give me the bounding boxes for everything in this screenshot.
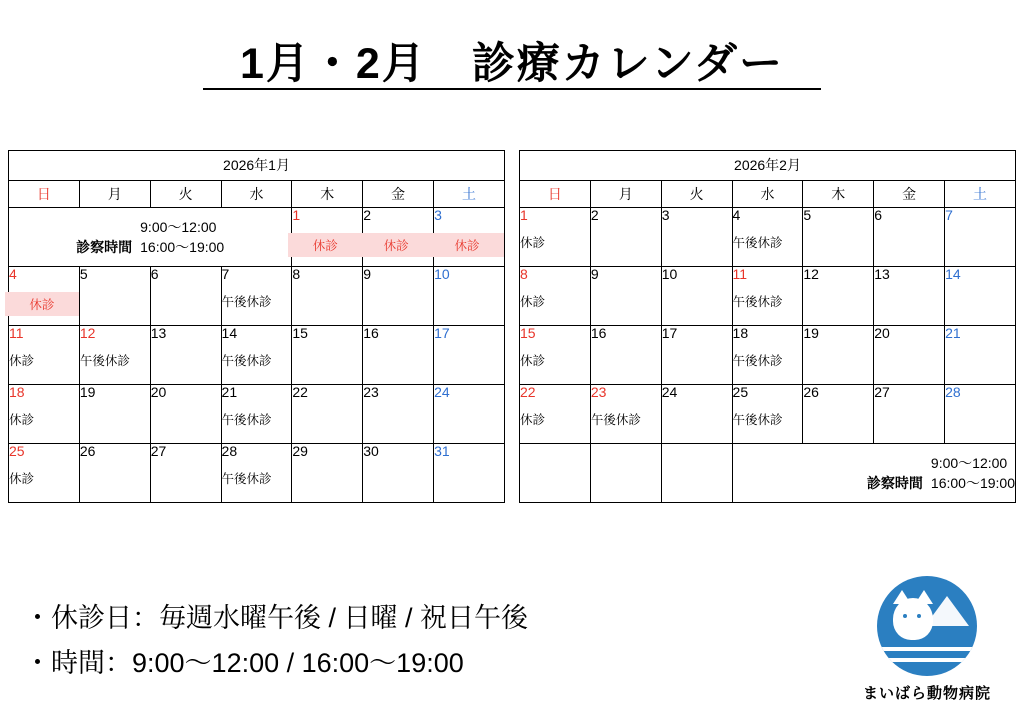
hours-block-january bbox=[9, 208, 292, 267]
day-cell bbox=[732, 267, 803, 326]
dow-sat: 土 bbox=[945, 181, 1016, 208]
week-row bbox=[520, 326, 1016, 385]
week-row bbox=[520, 444, 1016, 503]
day-number: 9 bbox=[590, 266, 599, 282]
day-cell bbox=[79, 326, 150, 385]
footer-notes bbox=[24, 596, 528, 686]
day-cell bbox=[221, 326, 292, 385]
day-cell bbox=[221, 385, 292, 444]
day-cell bbox=[874, 267, 945, 326]
day-cell bbox=[874, 208, 945, 267]
day-cell bbox=[732, 326, 803, 385]
day-cell bbox=[150, 326, 221, 385]
day-note: 休診 bbox=[520, 354, 546, 368]
month-heading-row bbox=[9, 151, 505, 181]
day-number: 1 bbox=[520, 207, 528, 223]
day-cell bbox=[434, 444, 505, 503]
day-number: 2 bbox=[590, 207, 599, 223]
clinic-logo bbox=[862, 576, 992, 703]
day-cell bbox=[363, 385, 434, 444]
cat-face-icon bbox=[893, 598, 933, 640]
day-cell bbox=[363, 208, 434, 267]
day-number: 6 bbox=[150, 266, 159, 282]
cat-eye-left-icon bbox=[903, 614, 907, 618]
week-row bbox=[520, 267, 1016, 326]
page-title: 1月・2月 診療カレンダー bbox=[239, 40, 785, 88]
day-note: 午後休診 bbox=[732, 236, 783, 250]
dow-row-january bbox=[9, 181, 505, 208]
day-cell-empty bbox=[590, 444, 661, 503]
day-cell bbox=[9, 444, 80, 503]
day-cell bbox=[520, 267, 591, 326]
day-number: 23 bbox=[363, 384, 379, 400]
month-heading-row bbox=[520, 151, 1016, 181]
footer-closed-days: ・休診日：毎週水曜午後 / 日曜 / 祝日午後 bbox=[24, 603, 529, 633]
day-number: 19 bbox=[79, 384, 96, 400]
day-cell bbox=[150, 267, 221, 326]
day-cell bbox=[661, 385, 732, 444]
dow-sun: 日 bbox=[520, 181, 591, 208]
day-note: 午後休診 bbox=[221, 472, 272, 486]
day-cell bbox=[874, 385, 945, 444]
day-cell bbox=[520, 208, 591, 267]
day-cell bbox=[520, 385, 591, 444]
day-cell bbox=[732, 208, 803, 267]
day-number: 28 bbox=[221, 443, 238, 459]
wave-line-bottom-icon bbox=[877, 658, 977, 662]
wave-line-top-icon bbox=[877, 647, 977, 651]
day-cell bbox=[803, 267, 874, 326]
dow-wed: 水 bbox=[221, 181, 292, 208]
hours-line1: 9:00〜12:00 bbox=[930, 455, 1008, 471]
day-cell bbox=[661, 267, 732, 326]
clinic-name: まいばら動物病院 bbox=[862, 685, 991, 702]
day-number: 7 bbox=[221, 266, 230, 282]
day-note: 休診 bbox=[9, 413, 35, 427]
day-cell bbox=[79, 385, 150, 444]
day-cell bbox=[221, 267, 292, 326]
day-cell bbox=[661, 208, 732, 267]
day-number: 20 bbox=[150, 384, 167, 400]
day-number: 5 bbox=[803, 207, 812, 223]
day-number: 13 bbox=[150, 325, 167, 341]
day-number: 14 bbox=[945, 266, 961, 282]
day-number: 30 bbox=[363, 443, 379, 459]
day-number: 22 bbox=[520, 384, 536, 400]
dow-sat: 土 bbox=[434, 181, 505, 208]
day-number: 9 bbox=[363, 266, 372, 282]
day-cell bbox=[79, 267, 150, 326]
day-cell bbox=[945, 208, 1016, 267]
day-number: 11 bbox=[732, 266, 748, 282]
week-row bbox=[520, 385, 1016, 444]
day-number: 16 bbox=[363, 325, 379, 341]
day-cell bbox=[221, 444, 292, 503]
day-number: 11 bbox=[9, 325, 24, 341]
week-row bbox=[9, 326, 505, 385]
day-cell bbox=[803, 385, 874, 444]
day-number: 23 bbox=[590, 384, 607, 400]
day-cell bbox=[434, 208, 505, 267]
dow-row-february bbox=[520, 181, 1016, 208]
day-number: 17 bbox=[434, 325, 450, 341]
week-row bbox=[9, 267, 505, 326]
day-cell bbox=[945, 326, 1016, 385]
day-number: 27 bbox=[874, 384, 890, 400]
day-number: 12 bbox=[803, 266, 819, 282]
day-note: 午後休診 bbox=[221, 295, 272, 309]
day-cell bbox=[434, 385, 505, 444]
day-note: 休診 bbox=[430, 233, 504, 257]
day-cell bbox=[292, 267, 363, 326]
day-number: 3 bbox=[434, 207, 442, 223]
day-cell bbox=[803, 326, 874, 385]
day-cell bbox=[150, 444, 221, 503]
dow-wed: 水 bbox=[732, 181, 803, 208]
day-number: 18 bbox=[9, 384, 25, 400]
day-cell bbox=[945, 267, 1016, 326]
day-number: 22 bbox=[292, 384, 308, 400]
logo-mark-icon bbox=[877, 576, 977, 676]
day-number: 28 bbox=[945, 384, 961, 400]
day-cell bbox=[434, 267, 505, 326]
day-number: 26 bbox=[79, 443, 96, 459]
day-cell bbox=[292, 326, 363, 385]
day-note: 休診 bbox=[520, 413, 546, 427]
hours-label: 診察時間 bbox=[76, 239, 133, 255]
day-number: 8 bbox=[292, 266, 301, 282]
day-number: 17 bbox=[661, 325, 678, 341]
day-number: 12 bbox=[79, 325, 96, 341]
dow-sun: 日 bbox=[9, 181, 80, 208]
day-number: 25 bbox=[732, 384, 749, 400]
day-cell bbox=[590, 208, 661, 267]
day-cell bbox=[79, 444, 150, 503]
hours-block-february bbox=[732, 444, 1015, 503]
day-note: 休診 bbox=[9, 472, 35, 486]
day-cell bbox=[590, 326, 661, 385]
day-note: 午後休診 bbox=[732, 354, 783, 368]
day-cell-empty bbox=[661, 444, 732, 503]
day-note: 午後休診 bbox=[590, 413, 641, 427]
day-note: 午後休診 bbox=[732, 413, 783, 427]
hours-line1: 9:00〜12:00 bbox=[140, 219, 217, 235]
week-row bbox=[9, 385, 505, 444]
day-cell bbox=[292, 208, 363, 267]
day-note: 休診 bbox=[520, 236, 546, 250]
day-cell bbox=[9, 385, 80, 444]
day-note: 午後休診 bbox=[221, 354, 272, 368]
day-note: 午後休診 bbox=[221, 413, 272, 427]
footer-hours: ・時間：9:00〜12:00 / 16:00〜19:00 bbox=[24, 648, 464, 678]
day-number: 6 bbox=[874, 207, 883, 223]
day-cell bbox=[363, 444, 434, 503]
week-row bbox=[520, 208, 1016, 267]
day-cell bbox=[9, 267, 80, 326]
day-number: 21 bbox=[221, 384, 238, 400]
day-number: 1 bbox=[292, 207, 301, 223]
day-note: 休診 bbox=[520, 295, 546, 309]
day-note: 休診 bbox=[359, 233, 433, 257]
day-note: 休診 bbox=[5, 292, 79, 316]
day-cell bbox=[945, 385, 1016, 444]
day-number: 13 bbox=[874, 266, 890, 282]
dow-tue: 火 bbox=[150, 181, 221, 208]
day-number: 2 bbox=[363, 207, 372, 223]
week-row bbox=[9, 444, 505, 503]
day-note: 午後休診 bbox=[79, 354, 130, 368]
day-number: 16 bbox=[590, 325, 607, 341]
day-cell bbox=[292, 444, 363, 503]
dow-thu: 木 bbox=[803, 181, 874, 208]
day-number: 7 bbox=[945, 207, 953, 223]
day-number: 26 bbox=[803, 384, 819, 400]
hours-label: 診察時間 bbox=[866, 475, 923, 491]
day-number: 18 bbox=[732, 325, 749, 341]
day-cell bbox=[874, 326, 945, 385]
calendar-january bbox=[8, 150, 505, 503]
day-number: 5 bbox=[79, 266, 88, 282]
day-cell bbox=[363, 326, 434, 385]
cat-eye-right-icon bbox=[917, 614, 921, 618]
day-cell bbox=[363, 267, 434, 326]
day-number: 4 bbox=[9, 266, 17, 282]
day-number: 24 bbox=[434, 384, 450, 400]
dow-thu: 木 bbox=[292, 181, 363, 208]
day-number: 8 bbox=[520, 266, 528, 282]
week-row bbox=[9, 208, 505, 267]
day-cell-empty bbox=[520, 444, 591, 503]
dow-fri: 金 bbox=[363, 181, 434, 208]
day-cell bbox=[520, 326, 591, 385]
day-cell bbox=[434, 326, 505, 385]
day-number: 25 bbox=[9, 443, 25, 459]
hours-line2: 16:00〜19:00 bbox=[930, 475, 1015, 491]
day-note: 休診 bbox=[288, 233, 362, 257]
day-number: 21 bbox=[945, 325, 961, 341]
day-number: 19 bbox=[803, 325, 819, 341]
day-number: 4 bbox=[732, 207, 741, 223]
hours-line2: 16:00〜19:00 bbox=[140, 239, 225, 255]
day-number: 29 bbox=[292, 443, 308, 459]
dow-mon: 月 bbox=[590, 181, 661, 208]
day-number: 15 bbox=[292, 325, 308, 341]
day-number: 14 bbox=[221, 325, 238, 341]
day-cell bbox=[803, 208, 874, 267]
day-cell bbox=[9, 326, 80, 385]
day-number: 10 bbox=[661, 266, 678, 282]
calendar-february bbox=[519, 150, 1016, 503]
month-heading-january: 2026年1月 bbox=[9, 151, 505, 181]
day-number: 24 bbox=[661, 384, 678, 400]
dow-fri: 金 bbox=[874, 181, 945, 208]
day-number: 27 bbox=[150, 443, 167, 459]
dow-mon: 月 bbox=[79, 181, 150, 208]
day-note: 休診 bbox=[9, 354, 35, 368]
dow-tue: 火 bbox=[661, 181, 732, 208]
day-cell bbox=[590, 267, 661, 326]
day-cell bbox=[292, 385, 363, 444]
day-number: 15 bbox=[520, 325, 536, 341]
day-number: 3 bbox=[661, 207, 670, 223]
day-cell bbox=[150, 385, 221, 444]
month-heading-february: 2026年2月 bbox=[520, 151, 1016, 181]
day-cell bbox=[732, 385, 803, 444]
day-cell bbox=[590, 385, 661, 444]
day-number: 20 bbox=[874, 325, 890, 341]
title-underline bbox=[203, 88, 821, 90]
day-number: 31 bbox=[434, 443, 450, 459]
day-cell bbox=[661, 326, 732, 385]
day-number: 10 bbox=[434, 266, 450, 282]
day-note: 午後休診 bbox=[732, 295, 783, 309]
